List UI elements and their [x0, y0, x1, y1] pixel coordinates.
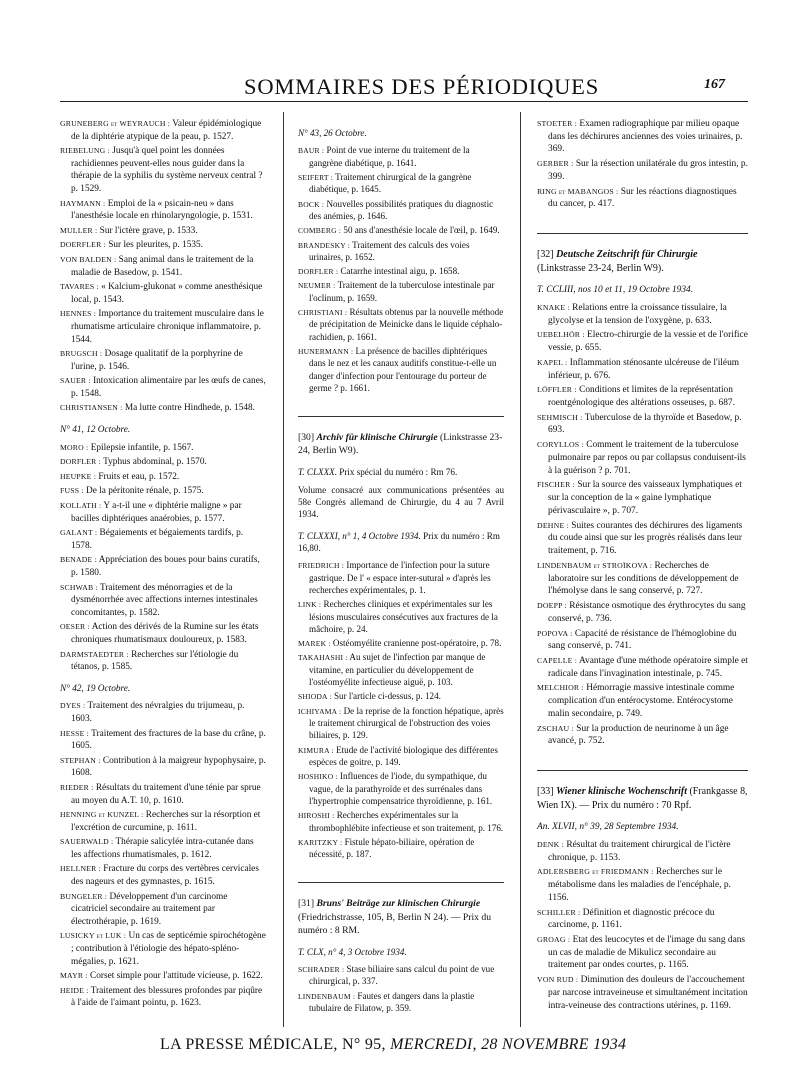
article-title: Capacité de résistance de l'hémoglobine du sang conservé, p. 741. [548, 628, 737, 652]
article-author: LINDENBAUM et STROÏKOVA : [537, 560, 653, 570]
article-title: Ostéomyélite cranienne post-opératoire, p. 78. [332, 638, 502, 649]
article-title: Fruits et eau, p. 1572. [98, 471, 180, 482]
article-title: Diminution des douleurs de l'accouchement par narcose intraveineuse et simultanément incitation intra-veineuse des contractions utérines, p. 1169. [548, 975, 748, 1011]
column-divider [520, 112, 521, 1027]
article-entry [60, 254, 266, 279]
article-author: SEHMISCH : [537, 412, 583, 422]
article-title: Traitement des ménorragies et de la dysménorrhée avec affections internes intestinales concomitantes, p. 1582. [71, 582, 258, 618]
article-author: DARMSTAEDTER : [60, 649, 129, 659]
article-entry [298, 770, 504, 807]
issue-label: T. CLXXXI, n° 1, 4 Octobre 1934. [298, 530, 421, 541]
journal-address: (Linkstrasse 23-24, Berlin W9). [537, 262, 664, 274]
issue-label: T. CLXXX. [298, 467, 337, 478]
article-title: Recherches de laboratoire sur les conditions de développement de l'hémolyse dans le sang conservé, p. 727. [548, 560, 739, 597]
issue-label: N° 41, 12 Octobre. [60, 425, 131, 436]
article-title: Résultat du traitement chirurgical de l'ictère chronique, p. 1153. [548, 839, 731, 863]
article-author: DENK : [537, 839, 564, 849]
article-author: LINDENBAUM : [298, 991, 356, 1001]
article-author: DYES : [60, 701, 86, 711]
article-entry [60, 970, 266, 983]
article-title: Traitement chirurgical de la gangrène diabétique, p. 1645. [309, 171, 472, 195]
article-author: TAVARES : [60, 282, 99, 292]
article-author: HAYMANN : [60, 198, 106, 208]
journal-address: (Frankgasse 8, Wien IX). — Prix du numéro : 70 Rpf. [537, 786, 748, 811]
issue-label: N° 42, 19 Octobre. [60, 683, 131, 694]
article-title: Examen radiographique par milieu opaque dans les déchirures anciennes des voies urinaires, p. 369. [548, 119, 743, 155]
article-author: DEHNE : [537, 520, 569, 530]
article-title: Emploi de la « psicain-neu » dans l'anesthésie locale en rhinolaryngologie, p. 1531. [71, 198, 253, 222]
article-title: Importance du traitement musculaire dans le rhumatisme articulaire chronique inflammatoire, p. 1544. [71, 309, 264, 345]
article-entry [298, 239, 504, 264]
article-entry [298, 705, 504, 742]
article-entry [298, 651, 504, 688]
article-author: CHRISTIANI : [298, 308, 348, 318]
article-entry [537, 723, 748, 748]
article-title: Importance de l'infection pour la suture gastrique. De l' « espace inter-sutural » d'après les recherches expérimentales, p. 1. [309, 560, 491, 595]
article-title: Epilepsie infantile, p. 1567. [90, 442, 194, 453]
article-entry [60, 225, 266, 238]
article-title: Sur l'article ci-dessus, p. 124. [333, 691, 441, 702]
article-title: Nouvelles possibilités pratiques du diagnostic des anémies, p. 1646. [309, 198, 494, 221]
article-entry [537, 974, 748, 1012]
article-entry [60, 500, 266, 525]
article-author: RIEBELUNG : [60, 146, 110, 156]
article-entry [60, 456, 266, 469]
article-entry [537, 118, 748, 156]
article-title: Appréciation des boues pour bains curatifs, p. 1580. [71, 555, 260, 578]
article-entry [537, 934, 748, 972]
article-title: Thérapie salicylée intra-cutanée dans les affections rhumatismales, p. 1612. [71, 837, 254, 860]
journal-address: (Friedrichstrasse, 105, B, Berlin N 24). — Prix du numéro : 8 RM. [298, 911, 492, 936]
article-entry [60, 621, 266, 646]
article-title: Définition et diagnostic précoce du carcinome, p. 1161. [548, 907, 715, 931]
article-entry [60, 198, 266, 223]
article-title: Fistule hépato-biliaire, opération de nécessité, p. 187. [309, 836, 475, 860]
article-entry [60, 930, 266, 968]
journal-number: [32] [537, 249, 554, 261]
article-title: Contribution à la maigreur hypophysaire, p. 1608. [71, 755, 266, 779]
article-title: Un cas de septicémie spirochétogène ; contribution à l'étiologie des hépato-spléno-mégalies, p. 1621. [71, 931, 266, 967]
header-rule [60, 101, 748, 102]
article-title: Recherches sur la résorption et l'excrétion de curcumine, p. 1611. [71, 810, 261, 833]
article-author: HIROSHI : [298, 811, 335, 821]
article-title: Electro-chirurgie de la vessie et de l'orifice vessie, p. 655. [548, 330, 748, 354]
article-entry [537, 479, 748, 517]
article-author: MAYR : [60, 971, 88, 981]
column-divider [283, 112, 284, 1027]
article-title: Action des dérivés de la Rumine sur les états chroniques rhumatismaux douloureux, p. 1583. [71, 622, 259, 645]
article-title: Inflammation sténosante ulcéreuse de l'iléum inférieur, p. 676. [548, 357, 740, 381]
article-entry [298, 224, 504, 236]
journal-number: [31] [298, 898, 315, 910]
article-entry [60, 145, 266, 195]
article-author: GALANT : [60, 528, 98, 538]
section-divider [537, 233, 748, 234]
article-title: Valeur épidémiologique de la diphtérie atypique de la peau, p. 1527. [71, 119, 262, 142]
article-title: Sur les réactions diagnostiques du cancer, p. 417. [548, 186, 737, 210]
article-entry [537, 655, 748, 680]
issue-heading [298, 127, 504, 139]
article-entry [298, 279, 504, 304]
article-author: ADLERSBERG et FRIEDMANN : [537, 867, 654, 877]
article-author: HESSE : [60, 728, 90, 738]
article-title: Au sujet de l'infection par manque de vitamine, en particulier du développement de l'ostéomyélite infectieuse aiguë, p. 103. [309, 652, 486, 688]
article-entry [60, 402, 266, 415]
issue-heading [60, 683, 266, 696]
article-author: MULLER : [60, 225, 98, 235]
section-divider [298, 882, 504, 883]
article-entry [60, 348, 266, 373]
article-entry [60, 836, 266, 861]
article-entry [537, 158, 748, 183]
article-entry [60, 375, 266, 400]
article-author: DORFLER : [298, 267, 339, 277]
article-entry [60, 554, 266, 579]
article-entry [537, 839, 748, 864]
article-title: Sur la production de neurinome à un âge avancé, p. 752. [548, 723, 729, 747]
article-entry [60, 649, 266, 674]
article-author: HUNERMANN : [298, 347, 354, 356]
article-title: Développement d'un carcinome cicatriciel secondaire au traitement par électrothérapie, p. 1619. [71, 891, 228, 927]
issue-heading [298, 466, 504, 478]
article-entry [60, 809, 266, 834]
article-author: STOETER : [537, 119, 577, 128]
article-title: Conditions et limites de la représentation roentgénologique des altérations osseuses, p. 687. [548, 385, 735, 409]
article-author: BRUGSCH : [60, 349, 103, 359]
article-title: Traitement des calculs des voies urinaires, p. 1652. [309, 239, 470, 262]
issue-label: T. CCLIII, nos 10 et 11, 19 Octobre 1934. [537, 285, 694, 296]
article-title: Jusqu'à quel point les données rachidiennes peuvent-elles nous guider dans la thérapie de la syphilis du système nerveux central ? p. 1529. [71, 146, 263, 194]
article-entry [537, 302, 748, 327]
article-entry [298, 809, 504, 834]
article-entry [537, 628, 748, 653]
journal-heading [537, 248, 748, 275]
article-title: Sang animal dans le traitement de la maladie de Basedow, p. 1541. [71, 254, 254, 278]
issue-price: Prix spécial du numéro : Rm 76. [339, 467, 458, 478]
footer-publication: LA PRESSE MÉDICALE, N° 95, [160, 1036, 386, 1053]
article-author: RING et MABANGOS : [537, 186, 619, 196]
article-entry [60, 239, 266, 252]
journal-heading [298, 431, 504, 457]
article-author: BAUR : [298, 146, 325, 156]
article-author: MAREK : [298, 639, 331, 649]
article-entry [537, 520, 748, 558]
article-title: Recherches expérimentales sur la thrombophlébite infectieuse et son traitement, p. 176. [309, 810, 504, 833]
article-author: KNAKE : [537, 302, 570, 312]
article-author: SAUERWALD : [60, 837, 114, 847]
article-entry [537, 357, 748, 382]
article-author: KOLLATH : [60, 501, 102, 511]
article-author: SEIFERT : [298, 172, 333, 182]
footer-date: MERCREDI, 28 NOVEMBRE 1934 [390, 1036, 627, 1053]
issue-heading [60, 424, 266, 437]
article-title: Avantage d'une méthode opératoire simple et radicale dans l'invagination intestinale, p. 745. [548, 655, 748, 679]
article-entry [298, 637, 504, 649]
page-header [0, 0, 800, 110]
article-author: GERBER : [537, 159, 574, 169]
article-title: Recherches cliniques et expérimentales sur les lésions musculaires consécutives aux fractures de la mâchoire, p. 24. [309, 599, 498, 634]
journal-number: [33] [537, 786, 554, 798]
article-entry [537, 329, 748, 354]
article-title: Recherches sur l'étiologie du tétanos, p. 1585. [71, 649, 239, 673]
article-entry [60, 782, 266, 807]
article-entry [60, 700, 266, 725]
article-author: DOEPP : [537, 601, 567, 611]
article-author: STEPHAN : [60, 755, 101, 765]
article-entry [60, 485, 266, 498]
article-entry [60, 985, 266, 1010]
column-left [60, 118, 266, 1012]
article-title: 50 ans d'anesthésie locale de l'œil, p. 1649. [343, 225, 500, 236]
article-author: SCHWAB : [60, 582, 98, 592]
journal-title: Bruns' Beiträge zur klinischen Chirurgie [316, 898, 481, 910]
article-title: Sur l'ictère grave, p. 1533. [99, 225, 198, 236]
article-title: Résistance osmotique des érythrocytes du sang conservé, p. 736. [548, 601, 746, 624]
article-entry [298, 690, 504, 702]
article-title: Tuberculose de la thyroïde et Basedow, p. 693. [548, 412, 742, 436]
article-author: NEUMER : [298, 281, 336, 291]
journal-title: Deutsche Zeitschrift für Chirurgie [556, 249, 698, 261]
article-author: LINK : [298, 600, 322, 610]
article-author: HENNES : [60, 309, 97, 319]
article-author: FUSS : [60, 486, 84, 496]
article-title: Dosage qualitatif de la porphyrine de l'urine, p. 1546. [71, 349, 243, 372]
article-title: Sur les pleurites, p. 1535. [108, 240, 203, 251]
article-entry [60, 471, 266, 484]
article-entry [298, 990, 504, 1015]
article-entry [537, 682, 748, 720]
article-title: Résultats obtenus par la nouvelle méthode de précipitation de Meinicke dans le liquide céphalo-rachidien, p. 1661. [309, 307, 504, 342]
article-entry [298, 198, 504, 223]
article-entry [298, 963, 504, 988]
article-title: Recherches sur le métabolisme dans les maladies de l'encéphale, p. 1156. [548, 867, 731, 903]
article-entry [537, 866, 748, 904]
article-author: OESER : [60, 622, 90, 632]
article-title: Ma lutte contre Hindhede, p. 1548. [124, 403, 255, 414]
article-author: CAPELLE : [537, 655, 578, 665]
article-title: Suites courantes des déchirures des ligaments du coude ainsi que sur les progrès réalisés dans leur traitement, p. 716. [548, 520, 743, 557]
article-entry [298, 265, 504, 277]
article-entry [60, 891, 266, 929]
issue-heading [298, 530, 504, 555]
article-title: Stase biliaire sans calcul du point de vue chirurgical, p. 337. [309, 963, 495, 987]
article-author: BRANDESKY : [298, 240, 351, 250]
article-entry [298, 744, 504, 769]
journal-number: [30] [298, 432, 315, 444]
article-author: HEUPKE : [60, 471, 97, 481]
article-entry [298, 559, 504, 596]
article-title: Typhus abdominal, p. 1570. [103, 457, 207, 468]
article-title: Fracture du corps des vertèbres cervicales des nageurs et des gymnastes, p. 1615. [71, 864, 259, 888]
article-entry [537, 600, 748, 625]
section-divider [298, 416, 504, 417]
issue-heading [537, 284, 748, 297]
article-author: ICHIYAMA : [298, 706, 342, 716]
article-author: MORO : [60, 442, 89, 452]
article-entry [60, 728, 266, 753]
article-author: HOSHIKO : [298, 772, 338, 782]
article-entry [60, 527, 266, 552]
page-footer [160, 1036, 626, 1054]
article-author: HEIDE : [60, 985, 89, 995]
article-author: CORYLLOS : [537, 440, 584, 450]
article-author: RIEDER : [60, 782, 94, 792]
article-title: Y a-t-il une « diphtérie maligne » par bacilles diphtériques anaérobies, p. 1577. [71, 501, 242, 524]
article-author: HELLNER : [60, 864, 101, 874]
article-author: CHRISTIANSEN : [60, 403, 123, 413]
article-entry [60, 442, 266, 455]
article-title: Traitement des fractures de la base du crâne, p. 1605. [71, 728, 266, 752]
section-divider [537, 770, 748, 771]
article-entry [60, 755, 266, 780]
article-entry [298, 836, 504, 861]
article-author: TAKAHASHI : [298, 653, 348, 663]
article-title: De la péritonite rénale, p. 1575. [86, 486, 204, 497]
article-entry [298, 598, 504, 635]
article-title: Comment le traitement de la tuberculose pulmonaire par repos ou par collapsus conduisent-ils à la guérison ? p. 701. [548, 440, 746, 476]
article-author: POPOVA : [537, 628, 573, 638]
article-author: HENNING et KUNZEL : [60, 810, 144, 820]
article-entry [60, 863, 266, 888]
article-title: Etat des leucocytes et de l'image du sang dans un cas de maladie de Mikulicz secondaire au traitement par ondes courtes, p. 1165. [548, 934, 746, 971]
article-author: DOERFLER : [60, 240, 106, 250]
article-entry [298, 171, 504, 196]
article-title: Relations entre la croissance tissulaire, la glycolyse et la tension de l'oxygène, p. 633. [548, 302, 727, 326]
issue-heading [537, 821, 748, 834]
article-entry [298, 144, 504, 169]
article-title: Corset simple pour l'attitude vicieuse, p. 1622. [90, 971, 263, 982]
article-title: « Kalcium-glukonat » comme anesthésique local, p. 1543. [71, 282, 263, 305]
article-author: UEBELHÖR : [537, 330, 585, 340]
article-author: SCHILLER : [537, 907, 581, 917]
article-title: Résultats du traitement d'une ténie par sprue au moyen du A.T. 10, p. 1610. [71, 782, 261, 806]
article-author: LUSICKY et LUK : [60, 931, 127, 941]
article-author: KIMURA : [298, 745, 334, 755]
article-author: BOCK : [298, 199, 325, 209]
column-right [537, 118, 748, 1014]
article-entry [537, 412, 748, 437]
article-title: Traitement des blessures profondes par piqûre à l'aide de l'aimant pointu, p. 1623. [71, 985, 263, 1009]
article-entry [60, 118, 266, 143]
article-entry [60, 308, 266, 346]
article-entry [60, 582, 266, 620]
article-title: La présence de bacilles diphtériques dans le nez et les canaux auditifs constitue-t-elle un danger d'infection pour l'entourage du porteur de germe ? p. 1661. [309, 346, 497, 393]
issue-heading [298, 946, 504, 958]
article-author: BUNGELER : [60, 891, 108, 901]
article-author: ZSCHAU : [537, 723, 574, 733]
article-author: KAPEL : [537, 357, 568, 367]
article-title: Point de vue interne du traitement de la gangrène diabétique, p. 1641. [309, 145, 470, 168]
issue-label: N° 43, 26 Octobre. [298, 128, 367, 138]
article-entry [537, 384, 748, 409]
article-title: Etude de l'activité biologique des différentes espèces de goitre, p. 149. [309, 744, 498, 767]
article-author: DORFLER : [60, 457, 101, 467]
article-entry [60, 281, 266, 306]
article-author: SHIODA : [298, 692, 332, 702]
article-author: LÖFFLER : [537, 385, 577, 395]
article-title: Influences de l'iode, du sympathique, du vague, de la parathyroïde et des surrénales dans l'hypertrophie compensatrice thyroïdienne, p. 161. [309, 771, 493, 806]
article-author: SCHRADER : [298, 964, 345, 974]
article-author: COMBERG : [298, 226, 342, 236]
article-title: Intoxication alimentaire par les œufs de canes, p. 1548. [71, 376, 266, 399]
journal-address: (Linkstrasse 23-24, Berlin W9). [298, 432, 503, 457]
issue-label: T. CLX, n° 4, 3 Octobre 1934. [298, 946, 407, 957]
article-author: BENADE : [60, 555, 97, 565]
article-author: GROAG : [537, 934, 571, 944]
article-title: De la reprise de la fonction hépatique, après le traitement chirurgical de l'obstruction des voies biliaires, p. 129. [309, 705, 504, 741]
article-entry [537, 907, 748, 932]
column-middle [298, 118, 504, 1016]
article-title: Hémorragie massive intestinale comme complication d'un entérocystome. Entérocystome malin secondaire, p. 749. [548, 683, 735, 719]
article-author: MELCHIOR : [537, 683, 584, 693]
article-title: Sur la source des vaisseaux lymphatiques et sur la conception de la « gaine lymphatique périvasculaire », p. 707. [548, 480, 742, 516]
article-author: VON BALDEN : [60, 254, 117, 264]
page-title: SOMMAIRES DES PÉRIODIQUES [244, 74, 600, 99]
article-entry [537, 439, 748, 477]
article-author: SAUER : [60, 376, 91, 386]
article-entry [537, 560, 748, 598]
article-entry [298, 345, 504, 394]
article-entry [298, 306, 504, 343]
journal-heading [298, 897, 504, 936]
article-title: Fautes et dangers dans la plastie tubulaire de Filatow, p. 359. [309, 990, 475, 1013]
article-title: Traitement des névralgies du trijumeau, p. 1603. [71, 701, 245, 724]
journal-heading [537, 785, 748, 812]
article-author: FISCHER : [537, 480, 575, 490]
issue-price: Prix du numéro : Rm 16,80. [298, 530, 500, 553]
article-author: VON RUD : [537, 975, 579, 985]
journal-title: Archiv für klinische Chirurgie [316, 432, 438, 444]
article-author: KARITZKY : [298, 837, 343, 847]
page-number: 167 [704, 77, 725, 92]
article-title: Traitement de la tuberculose intestinale par l'oclinum, p. 1659. [309, 280, 495, 303]
article-title: Catarrhe intestinal aigu, p. 1658. [340, 266, 460, 277]
article-author: GRUNEBERG et WEYRAUCH : [60, 119, 171, 128]
article-author: FRIEDRICH : [298, 561, 345, 571]
issue-label: An. XLVII, n° 39, 28 Septembre 1934. [537, 822, 679, 833]
issue-note: Volume consacré aux communications présentées au 58e Congrès allemand de Chirurgie, du 4 au 7 Avril 1934. [298, 484, 504, 520]
article-title: Sur la résection unilatérale du gros intestin, p. 399. [548, 159, 748, 182]
journal-title: Wiener klinische Wochenschrift [556, 786, 687, 798]
article-entry [537, 186, 748, 211]
article-title: Bégaiements et bégaiements tardifs, p. 1578. [71, 528, 244, 551]
